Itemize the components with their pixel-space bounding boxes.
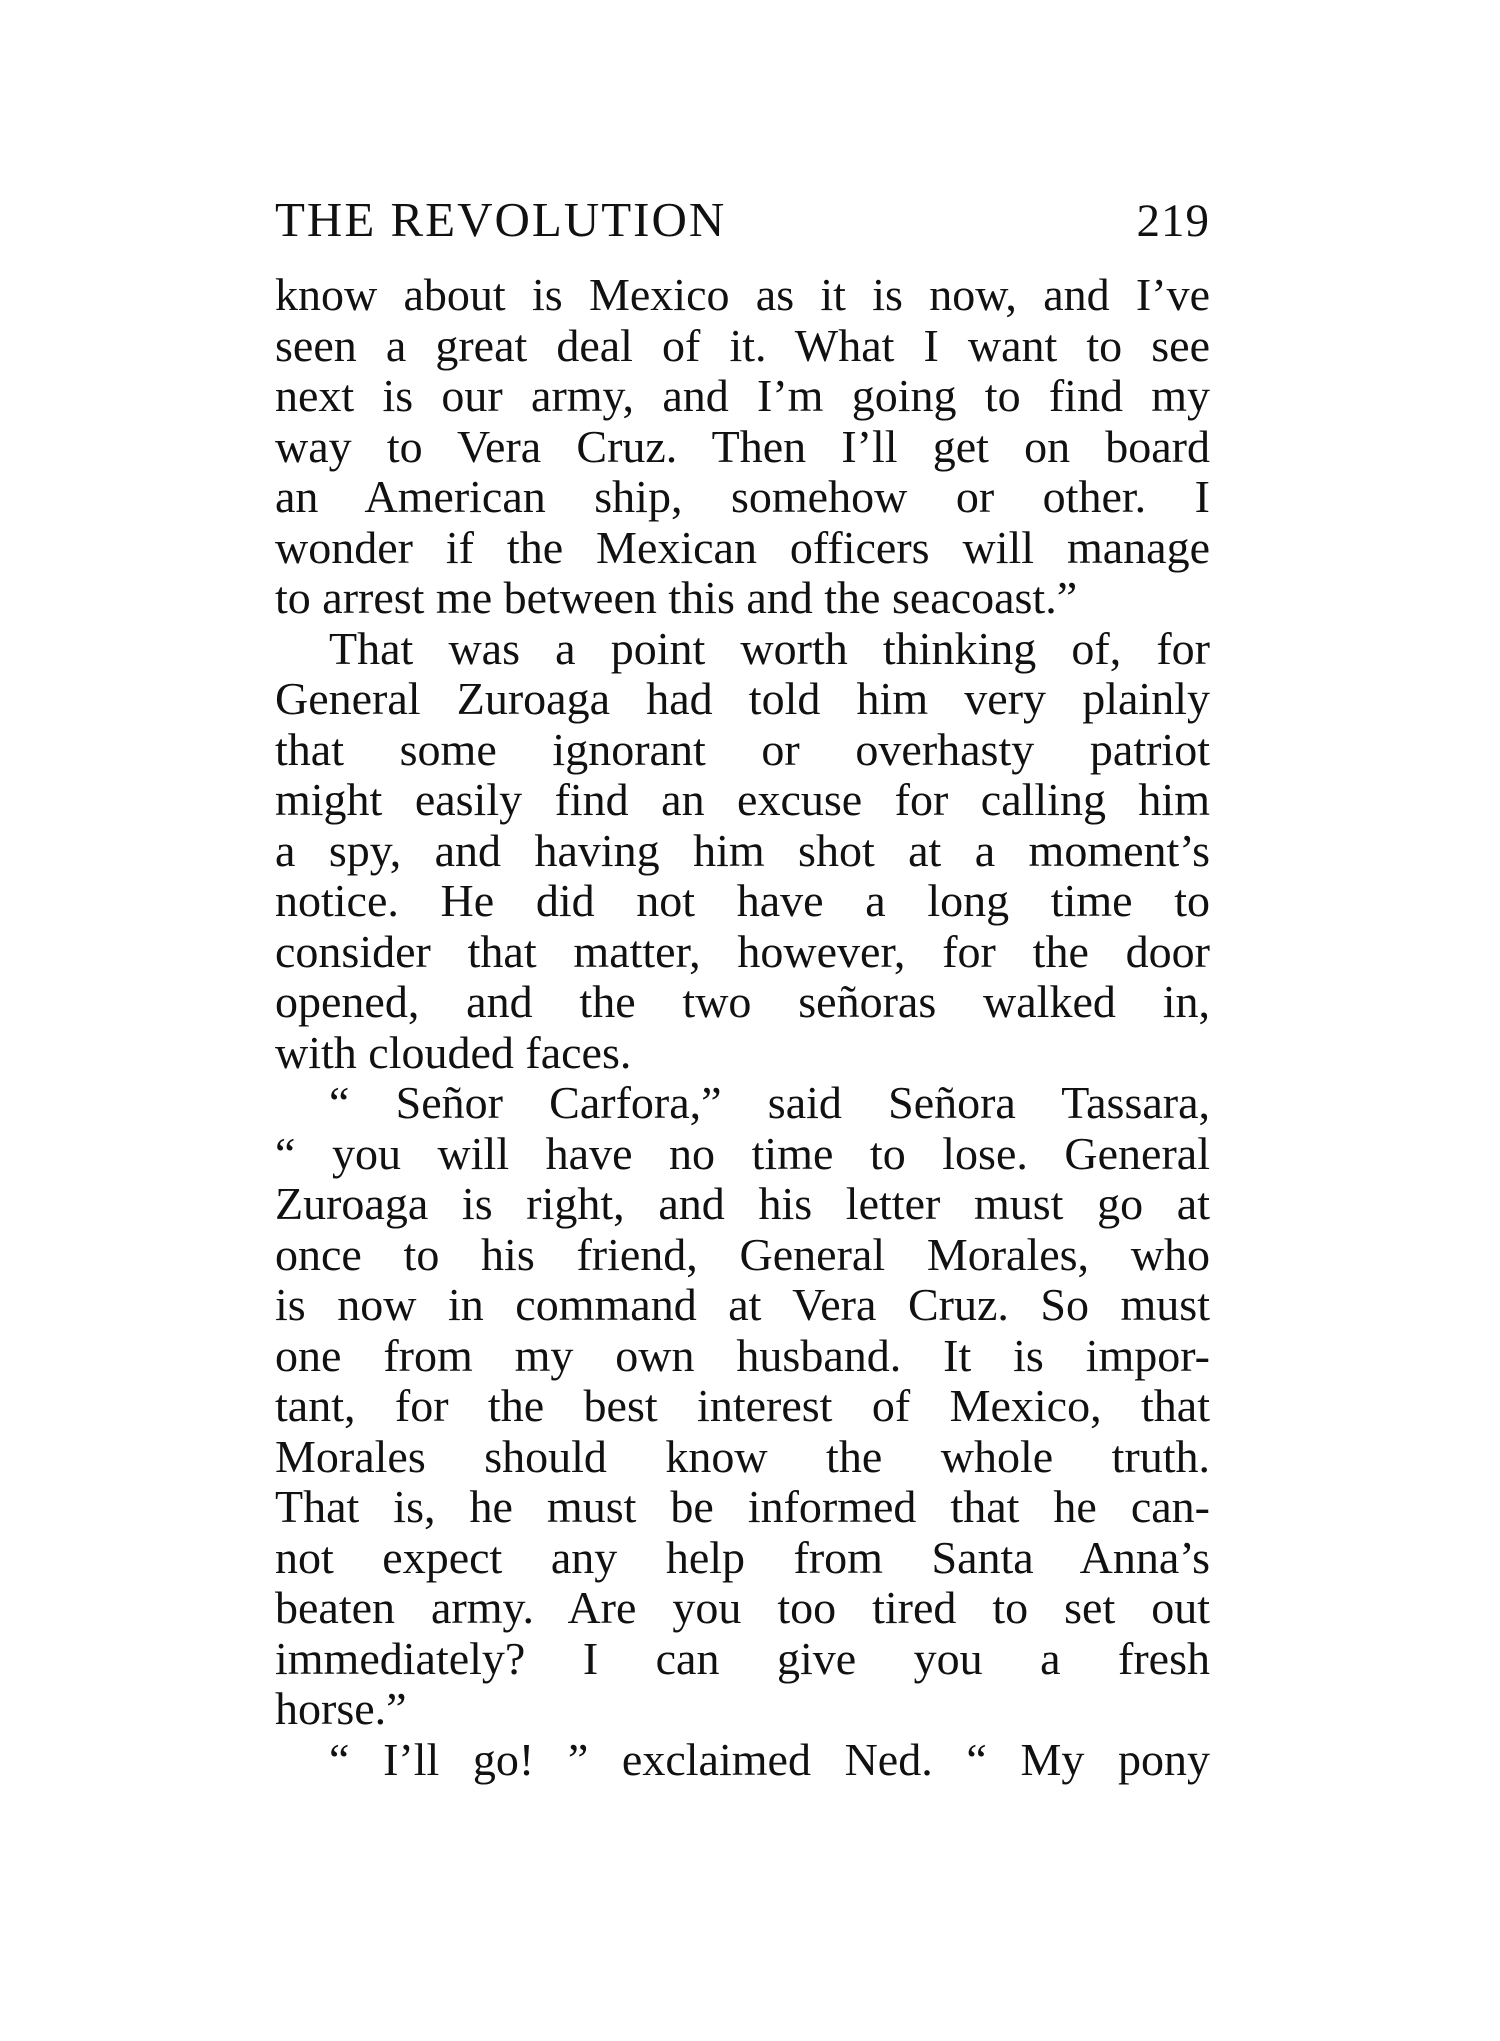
text-line: notice. He did not have a long time to [275, 875, 1210, 926]
body-text [275, 270, 1210, 1785]
text-line: Zuroaga is right, and his letter must go at [275, 1178, 1210, 1229]
running-head [275, 190, 1210, 250]
text-line: next is our army, and I’m going to find my [275, 370, 1210, 421]
text-line: consider that matter, however, for the door [275, 925, 1210, 977]
text-line: “ I’ll go! ” exclaimed Ned. “ My pony [329, 1733, 1210, 1785]
chapter-title: THE REVOLUTION [275, 192, 727, 247]
text-line: that some ignorant or overhasty patriot [275, 723, 1210, 775]
text-line: with clouded faces. [275, 1026, 632, 1078]
text-line: an American ship, somehow or other. I [275, 471, 1210, 522]
text-line: once to his friend, General Morales, who [275, 1228, 1210, 1280]
text-line: immediately? I can give you a fresh [275, 1632, 1210, 1684]
text-line: General Zuroaga had told him very plainly [275, 673, 1210, 724]
text-line: not expect any help from Santa Anna’s [275, 1531, 1210, 1583]
text-line: might easily find an excuse for calling him [275, 774, 1210, 825]
book-page [275, 190, 1210, 1785]
text-line: That was a point worth thinking of, for [329, 622, 1210, 674]
text-line: opened, and the two señoras walked in, [275, 976, 1210, 1027]
text-line: is now in command at Vera Cruz. So must [275, 1279, 1210, 1330]
text-line: “ Señor Carfora,” said Señora Tassara, [329, 1077, 1210, 1128]
text-line: beaten army. Are you too tired to set out [275, 1582, 1210, 1633]
text-line: way to Vera Cruz. Then I’ll get on board [275, 420, 1210, 472]
text-line: to arrest me between this and the seacoast.” [275, 572, 1078, 623]
text-line: wonder if the Mexican officers will manage [275, 521, 1210, 573]
text-line: know about is Mexico as it is now, and I’ve [275, 269, 1210, 320]
page-number: 219 [1136, 195, 1210, 247]
text-line: one from my own husband. It is impor- [275, 1329, 1210, 1381]
text-line: a spy, and having him shot at a moment’s [275, 824, 1210, 876]
text-line: tant, for the best interest of Mexico, that [275, 1380, 1210, 1431]
text-line: “ you will have no time to lose. General [275, 1127, 1210, 1179]
text-line: Morales should know the whole truth. [275, 1430, 1210, 1482]
text-line: horse.” [275, 1683, 407, 1734]
text-line: seen a great deal of it. What I want to see [275, 319, 1210, 371]
text-line: That is, he must be informed that he can- [275, 1481, 1210, 1532]
